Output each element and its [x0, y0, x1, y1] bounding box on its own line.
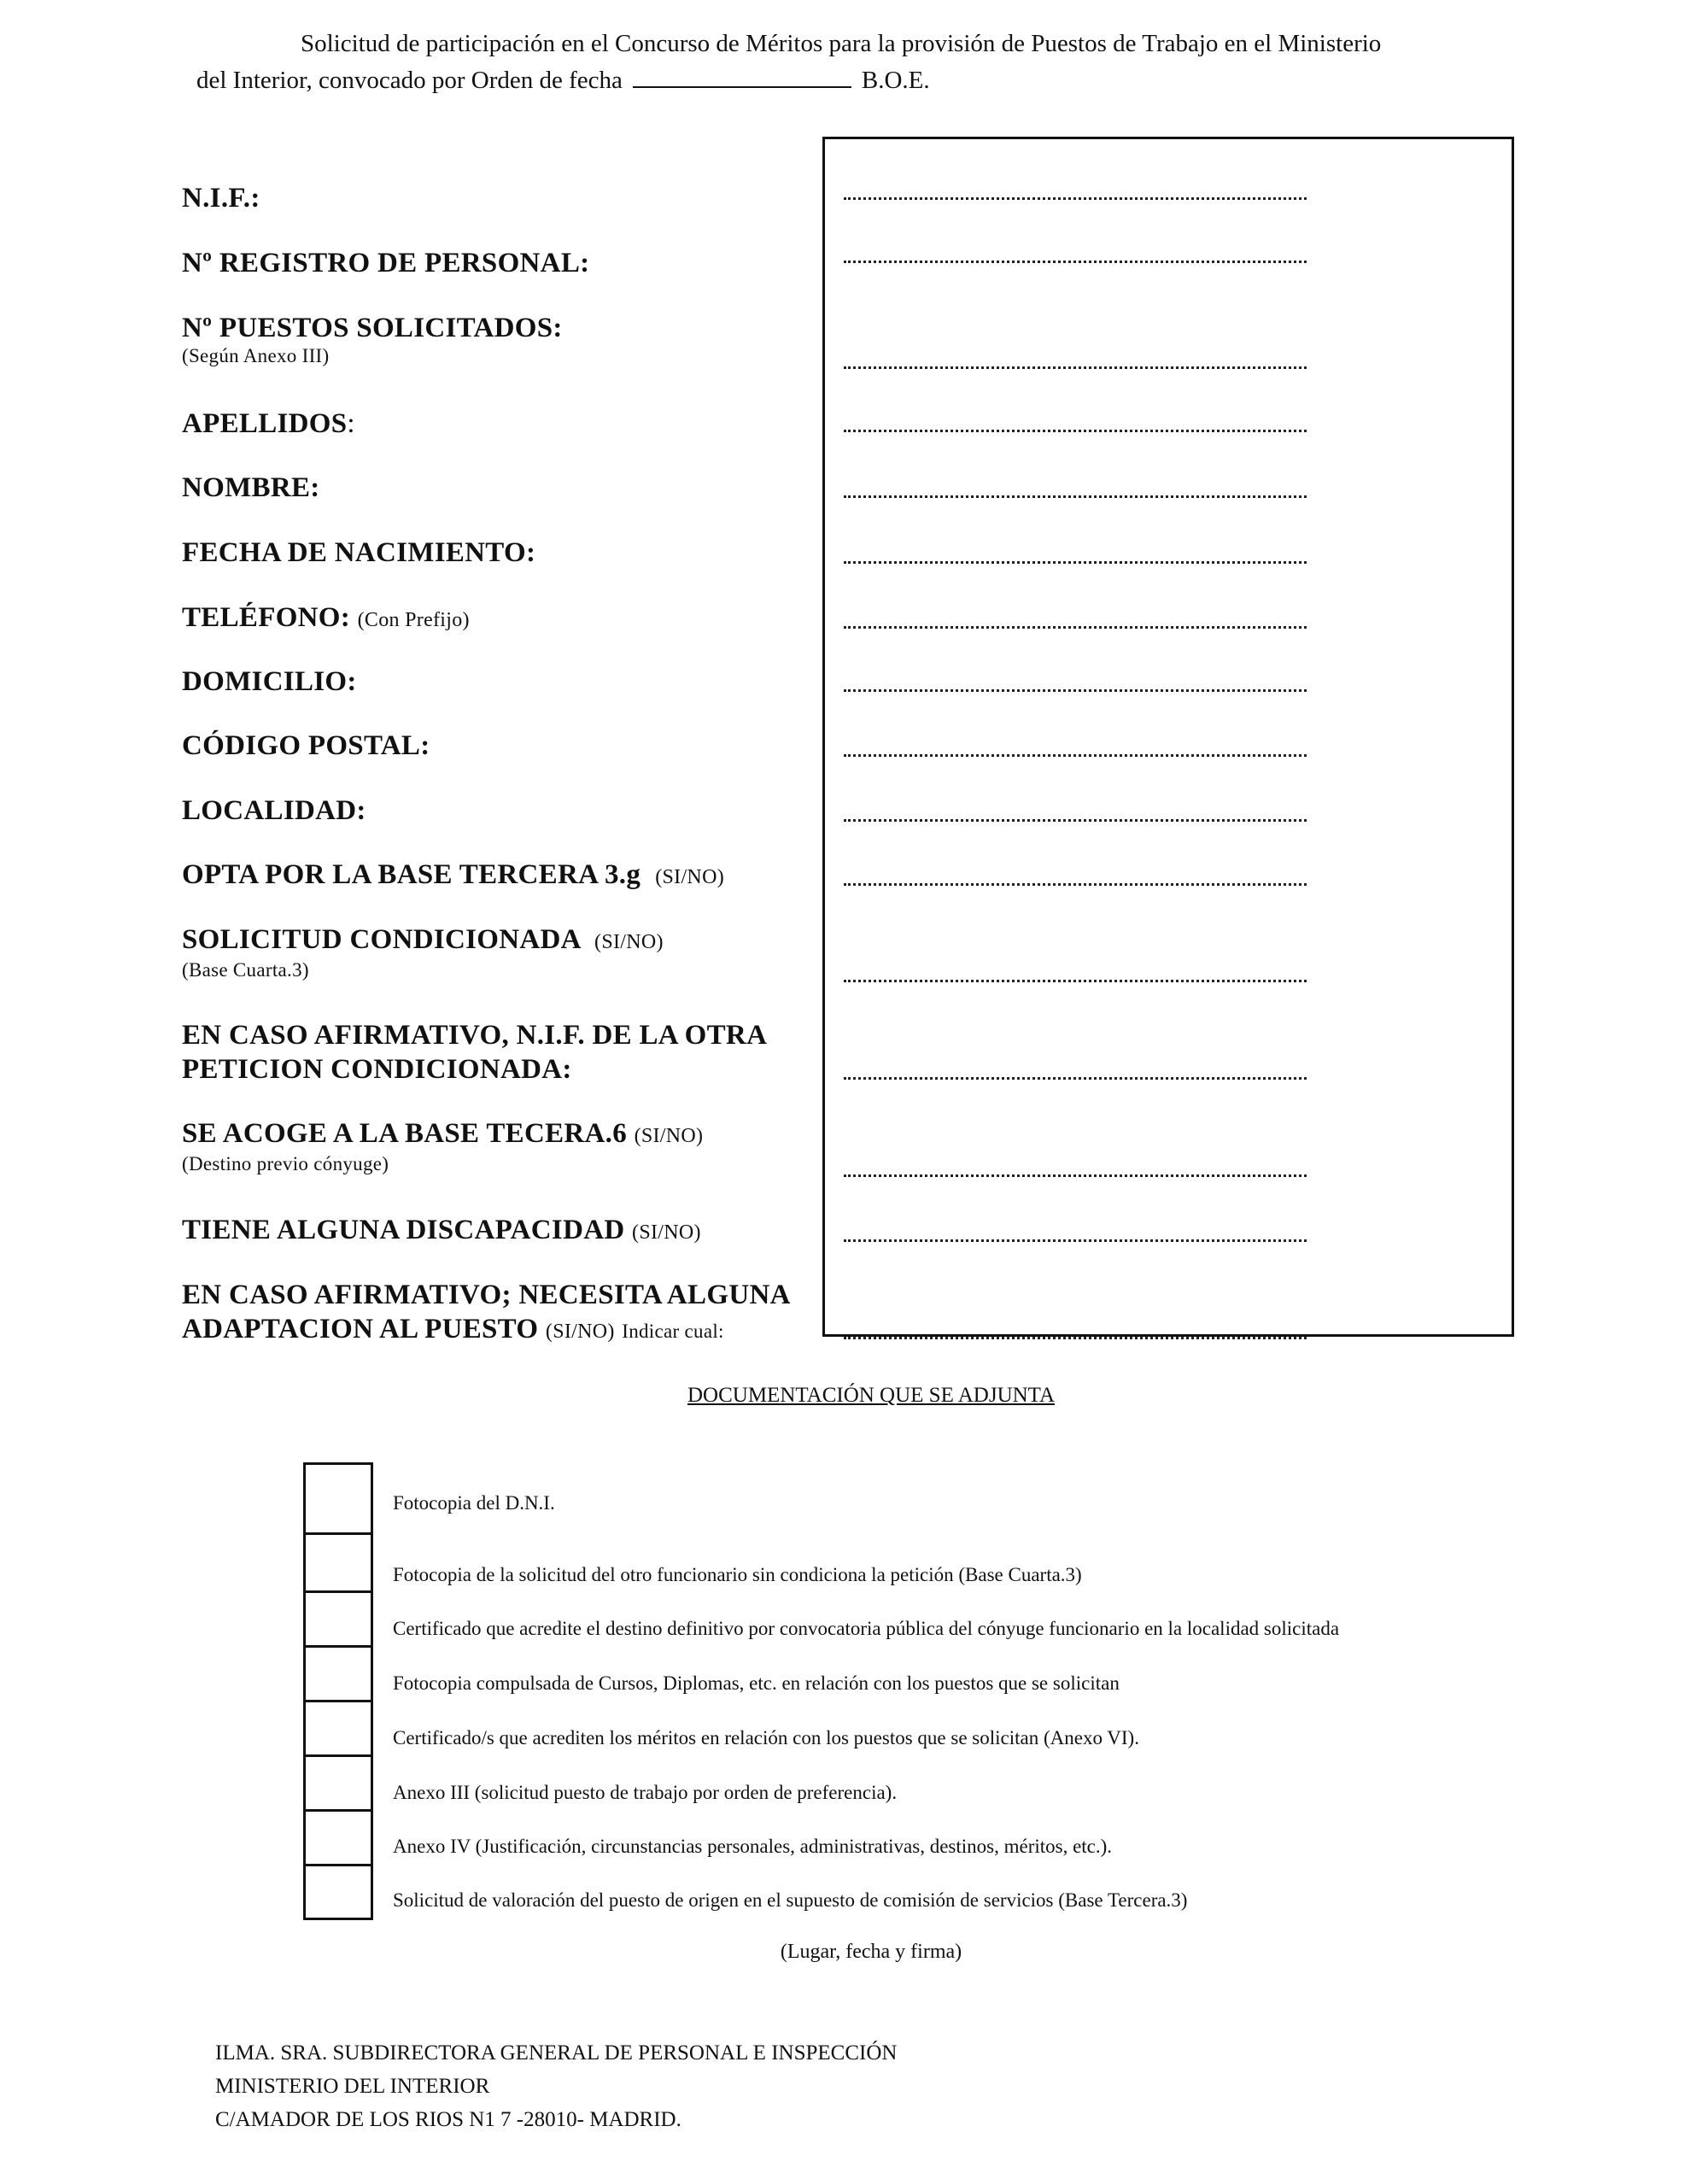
checkbox-cursos-diplomas[interactable]: [303, 1648, 373, 1702]
codigo-postal-field[interactable]: [844, 754, 1307, 757]
apellidos-colon: :: [347, 408, 355, 439]
nombre-label: NOMBRE:: [182, 472, 320, 503]
signature-note: (Lugar, fecha y firma): [780, 1941, 962, 1963]
checkbox-anexo-iv[interactable]: [303, 1812, 373, 1866]
registro-personal-field[interactable]: [844, 261, 1307, 263]
header-line-2-suffix: B.O.E.: [861, 67, 930, 94]
doc-item-anexo-iii: Anexo III (solicitud puesto de trabajo por orden de preferencia).: [393, 1782, 898, 1803]
apellidos-field[interactable]: [844, 430, 1307, 432]
domicilio-field[interactable]: [844, 689, 1307, 692]
base-tecera-6-note: (SI/NO): [634, 1125, 704, 1147]
doc-item-valoracion-puesto: Solicitud de valoración del puesto de origen en el supuesto de comisión de servicios (Base Tercera.3): [393, 1889, 1188, 1911]
checkbox-anexo-iii[interactable]: [303, 1757, 373, 1812]
adaptacion-puesto-indicar: Indicar cual:: [622, 1321, 724, 1342]
solicitud-condicionada-field[interactable]: [844, 980, 1307, 982]
solicitud-condicionada-label: [182, 922, 664, 981]
adaptacion-puesto-line-1: EN CASO AFIRMATIVO; NECESITA ALGUNA: [182, 1280, 791, 1310]
doc-item-solicitud-otro: Fotocopia de la solicitud del otro funcionario sin condiciona la petición (Base Cuarta.3): [393, 1564, 1082, 1585]
domicilio-label: DOMICILIO:: [182, 666, 357, 697]
base-tecera-6-field[interactable]: [844, 1174, 1307, 1177]
recipient-address: [215, 2036, 897, 2136]
registro-personal-label: Nº REGISTRO DE PERSONAL:: [182, 248, 590, 278]
localidad-label: LOCALIDAD:: [182, 795, 366, 826]
header-line-2-prefix: del Interior, convocado por Orden de fecha: [196, 67, 623, 94]
telefono-note: (Con Prefijo): [357, 609, 470, 631]
telefono-label: [182, 600, 470, 637]
telefono-text: TELÉFONO:: [182, 602, 351, 633]
doc-item-certificado-meritos: Certificado/s que acrediten los méritos en relación con los puestos que se solicitan (Anexo VI).: [393, 1727, 1139, 1748]
header-line-2: [196, 62, 1512, 99]
nombre-field[interactable]: [844, 495, 1307, 498]
adaptacion-puesto-label: [182, 1278, 791, 1349]
discapacidad-label: [182, 1213, 701, 1250]
adaptacion-puesto-note: (SI/NO): [545, 1321, 615, 1343]
doc-item-dni: Fotocopia del D.N.I.: [393, 1492, 555, 1514]
checkbox-certificado-conyuge[interactable]: [303, 1593, 373, 1648]
solicitud-condicionada-sub: (Base Cuarta.3): [182, 959, 309, 981]
discapacidad-text: TIENE ALGUNA DISCAPACIDAD: [182, 1215, 625, 1245]
fecha-nacimiento-label: FECHA DE NACIMIENTO:: [182, 537, 536, 568]
adaptacion-puesto-line-2: [182, 1312, 791, 1349]
discapacidad-note: (SI/NO): [632, 1221, 701, 1244]
documentation-title: DOCUMENTACIÓN QUE SE ADJUNTA: [687, 1384, 1056, 1407]
base-tercera-3g-field[interactable]: [844, 883, 1307, 886]
base-tecera-6-label: [182, 1116, 703, 1175]
header-line-1: Solicitud de participación en el Concurso de Méritos para la provisión de Puestos de Trabajo en el Ministerio: [301, 30, 1382, 57]
doc-item-cursos-diplomas: Fotocopia compulsada de Cursos, Diplomas, etc. en relación con los puestos que se solicitan: [393, 1672, 1120, 1694]
solicitud-condicionada-text: SOLICITUD CONDICIONADA: [182, 924, 580, 955]
address-line-2: MINISTERIO DEL INTERIOR: [215, 2075, 490, 2098]
adaptacion-puesto-text: ADAPTACION AL PUESTO: [182, 1314, 539, 1344]
nif-otra-peticion-line-1: EN CASO AFIRMATIVO, N.I.F. DE LA OTRA: [182, 1020, 768, 1051]
base-tecera-6-sub: (Destino previo cónyuge): [182, 1153, 389, 1174]
base-tercera-3g-label: [182, 858, 724, 894]
nif-otra-peticion-label: [182, 1018, 767, 1086]
adaptacion-puesto-field[interactable]: [844, 1337, 1307, 1339]
base-tercera-3g-note: (SI/NO): [655, 866, 724, 888]
localidad-field[interactable]: [844, 819, 1307, 822]
apellidos-label: [182, 407, 355, 441]
nif-label: N.I.F.:: [182, 183, 260, 214]
doc-item-anexo-iv: Anexo IV (Justificación, circunstancias personales, administrativas, destinos, méritos, etc.).: [393, 1836, 1113, 1857]
puestos-solicitados-label: [182, 311, 563, 367]
order-date-blank[interactable]: [633, 67, 851, 88]
puestos-solicitados-text: Nº PUESTOS SOLICITADOS:: [182, 313, 563, 343]
base-tercera-3g-text: OPTA POR LA BASE TERCERA 3.g: [182, 859, 641, 890]
form-header: [196, 26, 1512, 99]
checkbox-valoracion-puesto[interactable]: [303, 1866, 373, 1920]
checkbox-dni[interactable]: [303, 1462, 373, 1535]
puestos-solicitados-sub: (Según Anexo III): [182, 345, 330, 366]
nif-otra-peticion-field[interactable]: [844, 1077, 1307, 1080]
address-line-1: ILMA. SRA. SUBDIRECTORA GENERAL DE PERSONAL E INSPECCIÓN: [215, 2041, 898, 2065]
doc-item-certificado-conyuge: Certificado que acredite el destino definitivo por convocatoria pública del cónyuge funcionario en la localidad solicitada: [393, 1618, 1340, 1639]
checkbox-certificado-meritos[interactable]: [303, 1702, 373, 1757]
nif-otra-peticion-line-2: PETICION CONDICIONADA:: [182, 1054, 572, 1085]
checkbox-solicitud-otro[interactable]: [303, 1535, 373, 1593]
nif-field[interactable]: [844, 197, 1307, 200]
solicitud-condicionada-note: (SI/NO): [594, 931, 664, 953]
puestos-solicitados-field[interactable]: [844, 366, 1307, 369]
telefono-field[interactable]: [844, 626, 1307, 629]
address-line-3: C/AMADOR DE LOS RIOS N1 7 -28010- MADRID.: [215, 2108, 681, 2131]
apellidos-text: APELLIDOS: [182, 408, 348, 439]
base-tecera-6-text: SE ACOGE A LA BASE TECERA.6: [182, 1118, 628, 1149]
data-entry-box: [822, 137, 1514, 1337]
discapacidad-field[interactable]: [844, 1239, 1307, 1242]
codigo-postal-label: CÓDIGO POSTAL:: [182, 730, 430, 761]
fecha-nacimiento-field[interactable]: [844, 561, 1307, 564]
